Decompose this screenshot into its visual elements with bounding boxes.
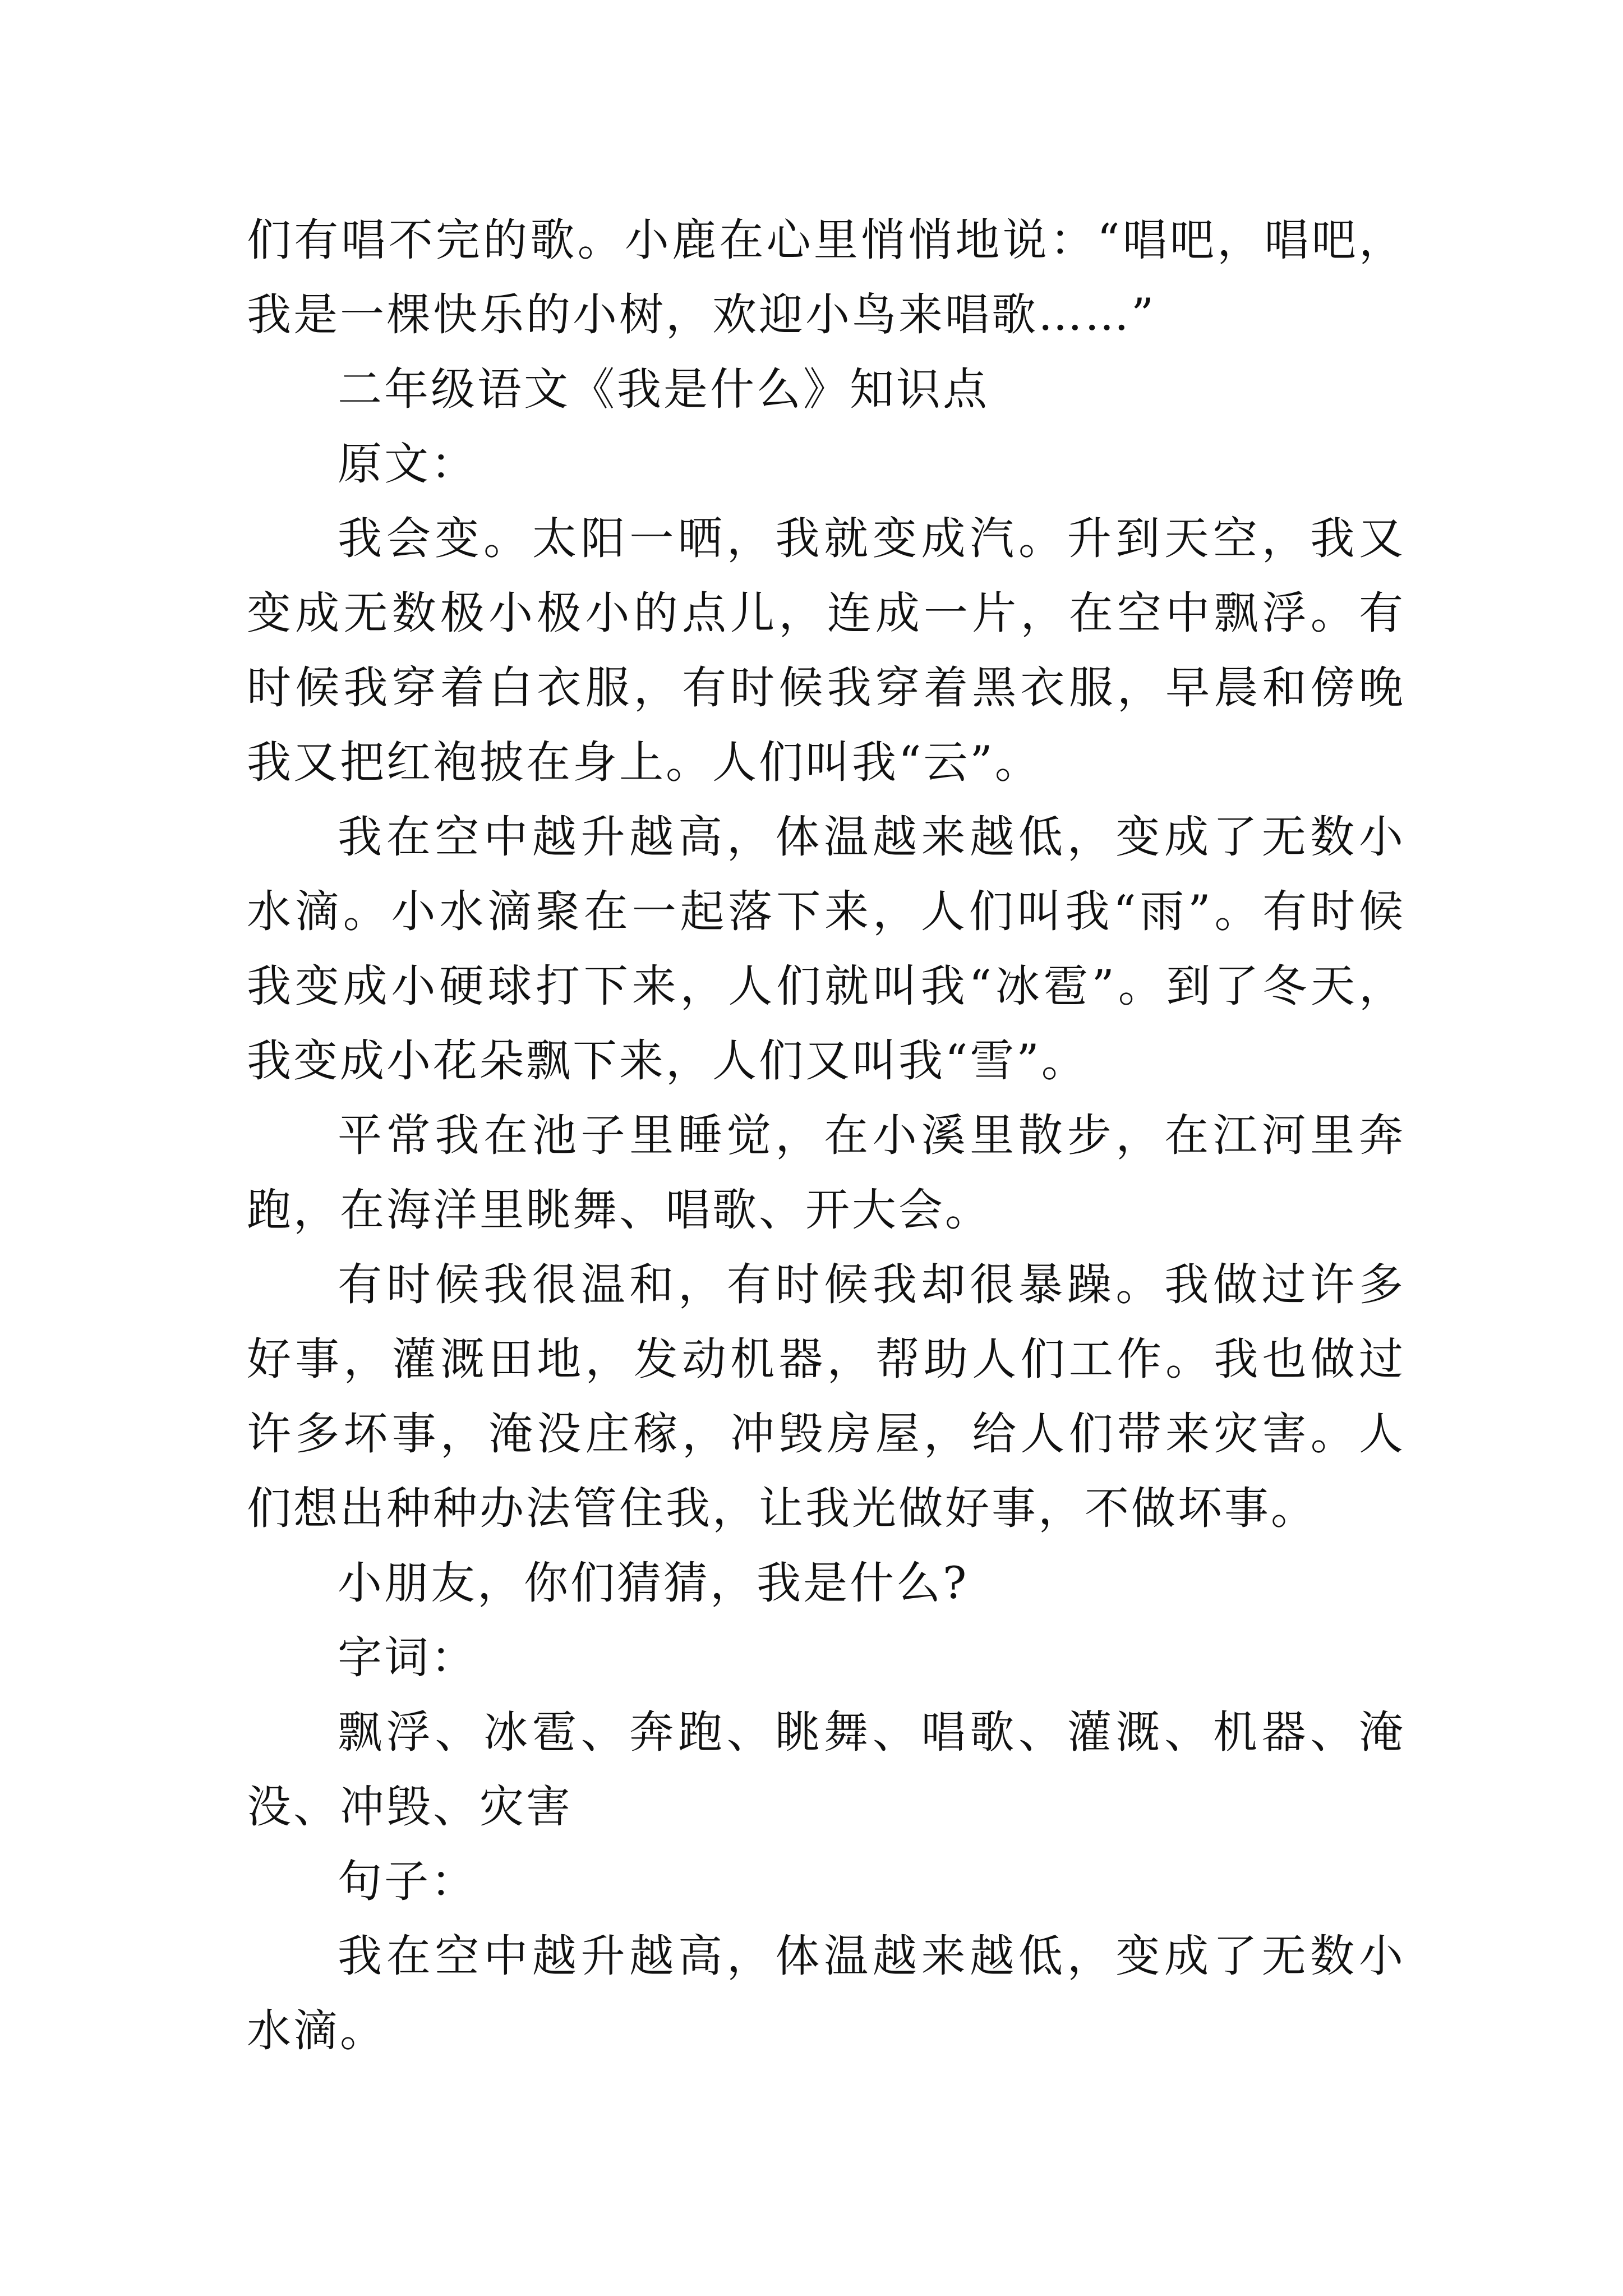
document-body — [247, 203, 1405, 2068]
paragraph-riddle-question: 小朋友，你们猜猜，我是什么? — [338, 1557, 969, 1609]
paragraph-cloud: 我会变。太阳一晒，我就变成汽。升到天空，我又变成无数极小极小的点儿，连成一片，在空中飘浮。有时候我穿着白衣服，有时候我穿着黑衣服，早晨和傍晚我又把红袍披在身上。人们叫我“云”。 — [247, 513, 1405, 788]
paragraph-good-bad-deeds: 有时候我很温和，有时候我却很暴躁。我做过许多好事，灌溉田地，发动机器，帮助人们工作。我也做过许多坏事，淹没庄稼，冲毁房屋，给人们带来灾害。人们想出种种办法管住我，让我光做好事，不做坏事。 — [247, 1259, 1405, 1534]
vocabulary-list: 飘浮、冰雹、奔跑、眺舞、唱歌、灌溉、机器、淹没、冲毁、灾害 — [247, 1706, 1405, 1833]
label-original-text: 原文： — [338, 438, 477, 490]
paragraph-continuation: 们有唱不完的歌。小鹿在心里悄悄地说：“唱吧，唱吧，我是一棵快乐的小树，欢迎小鸟来唱歌……” — [247, 214, 1405, 341]
sentence-example: 我在空中越升越高，体温越来越低，变成了无数小水滴。 — [247, 1930, 1405, 2056]
paragraph-water-places: 平常我在池子里睡觉，在小溪里散步，在江河里奔跑，在海洋里眺舞、唱歌、开大会。 — [247, 1110, 1405, 1236]
label-sentences: 句子： — [338, 1856, 477, 1907]
label-vocabulary: 字词： — [338, 1632, 477, 1683]
paragraph-rain-hail-snow: 我在空中越升越高，体温越来越低，变成了无数小水滴。小水滴聚在一起落下来，人们叫我“雨”。有时候我变成小硬球打下来，人们就叫我“冰雹”。到了冬天，我变成小花朵飘下来，人们又叫我“雪”。 — [247, 811, 1405, 1087]
section-heading: 二年级语文《我是什么》知识点 — [338, 364, 989, 415]
